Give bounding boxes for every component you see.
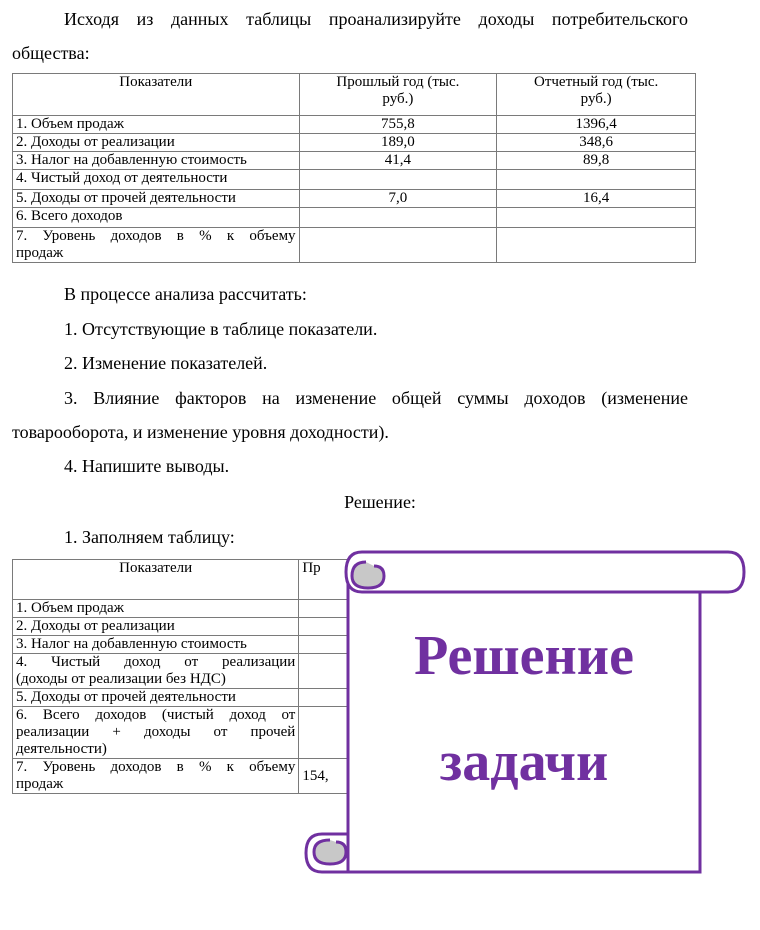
- cell-curr: 348,6: [497, 134, 696, 152]
- task-3-line-2: товарооборота, и изменение уровня доходности).: [12, 422, 389, 442]
- intro-line-2: общества:: [12, 43, 90, 63]
- banner-line-1: Решение: [414, 625, 634, 687]
- header-prev-year: Прошлый год (тыс. руб.): [299, 74, 497, 116]
- row-label: 5. Доходы от прочей деятельности: [13, 689, 299, 707]
- tasks-heading: В процессе анализа рассчитать:: [64, 284, 307, 304]
- row-label: 7. Уровень доходов в % к объему продаж: [13, 759, 299, 794]
- task-1: 1. Отсутствующие в таблице показатели.: [64, 319, 378, 339]
- banner-line-2: задачи: [439, 731, 609, 793]
- row-label: 4. Чистый доход от деятельности: [13, 170, 300, 190]
- cell-curr: 16,4: [497, 190, 696, 208]
- task-3-line-1: 3. Влияние факторов на изменение общей суммы доходов (изменение: [64, 388, 688, 408]
- header-indicators: Показатели: [13, 74, 300, 116]
- scroll-top-curl: [352, 562, 384, 588]
- row-label: 6. Всего доходов: [13, 208, 300, 228]
- intro-line-1: Исходя из данных таблицы проанализируйте доходы потребительского: [64, 9, 688, 29]
- row-label: 5. Доходы от прочей деятельности: [13, 190, 300, 208]
- header-indicators: Показатели: [13, 560, 299, 600]
- scroll-bottom-curl: [314, 840, 346, 864]
- row-label: 2. Доходы от реализации: [13, 134, 300, 152]
- cell-prev: 755,8: [299, 116, 497, 134]
- row-label: 2. Доходы от реализации: [13, 618, 299, 636]
- solution-title: Решение:: [344, 492, 416, 512]
- cell-partial: 154,: [299, 759, 432, 794]
- cell-prev: 7,0: [299, 190, 497, 208]
- scroll-top-roll: [346, 552, 744, 592]
- cell-prev: 41,4: [299, 152, 497, 170]
- cell-prev: 189,0: [299, 134, 497, 152]
- row-label: 1. Объем продаж: [13, 600, 299, 618]
- task-2: 2. Изменение показателей.: [64, 353, 268, 373]
- solution-step-1: 1. Заполняем таблицу:: [64, 527, 235, 547]
- row-label: 4. Чистый доход от реализации (доходы от реализации без НДС): [13, 654, 299, 689]
- row-label: 7. Уровень доходов в % к объему продаж: [13, 228, 300, 263]
- header-partial: Пр: [299, 560, 432, 600]
- cell-curr: 1396,4: [497, 116, 696, 134]
- header-curr-year: Отчетный год (тыс. руб.): [497, 74, 696, 116]
- row-label: 6. Всего доходов (чистый доход от реализации + доходы от прочей деятельности): [13, 707, 299, 759]
- cell-curr: 89,8: [497, 152, 696, 170]
- task-4: 4. Напишите выводы.: [64, 456, 230, 476]
- row-label: 3. Налог на добавленную стоимость: [13, 636, 299, 654]
- row-label: 1. Объем продаж: [13, 116, 300, 134]
- row-label: 3. Налог на добавленную стоимость: [13, 152, 300, 170]
- scroll-body: [348, 572, 700, 872]
